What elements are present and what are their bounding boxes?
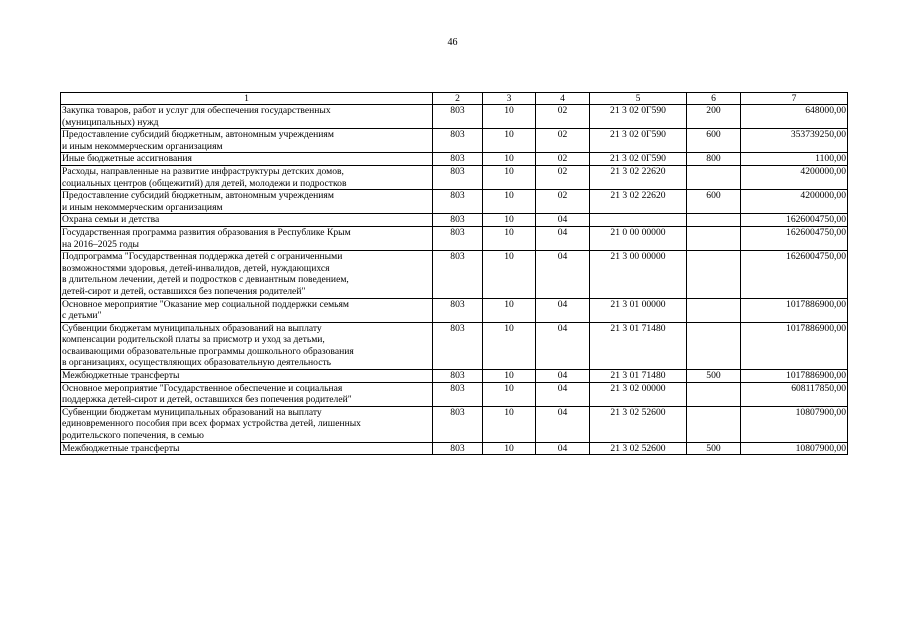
table-row <box>61 251 848 298</box>
amount-cell: 1626004750,00 <box>741 251 848 298</box>
ministry-code-cell: 803 <box>433 382 483 406</box>
ministry-code-cell: 803 <box>433 442 483 455</box>
target-article-code-cell: 21 3 01 00000 <box>590 298 687 322</box>
table-row <box>61 153 848 166</box>
target-article-code-cell <box>590 214 687 227</box>
amount-cell: 10807900,00 <box>741 406 848 442</box>
row-name-cell: Иные бюджетные ассигнования <box>61 153 433 166</box>
section-code-cell: 10 <box>483 165 536 189</box>
row-name-cell: Подпрограмма "Государственная поддержка детей с ограниченными возможностями здоровья, детей-инвалидов, детей, нуждающихся в длительном лечении, детей и подростков с девиантным поведением, детей-сирот и детей, оставшихся без попечения родителей" <box>61 251 433 298</box>
subsection-code-cell: 04 <box>536 322 590 369</box>
subsection-code-cell: 04 <box>536 214 590 227</box>
expense-type-code-cell: 500 <box>687 442 741 455</box>
target-article-code-cell: 21 3 01 71480 <box>590 370 687 383</box>
row-name-cell: Государственная программа развития образования в Республике Крым на 2016–2025 годы <box>61 226 433 250</box>
target-article-code-cell: 21 3 02 00000 <box>590 382 687 406</box>
table-row <box>61 214 848 227</box>
target-article-code-cell: 21 3 01 71480 <box>590 322 687 369</box>
row-name-cell: Субвенции бюджетам муниципальных образований на выплату единовременного пособия при всех формах устройства детей, лишенных родительского попечения, в семью <box>61 406 433 442</box>
table-header-row <box>61 93 848 105</box>
ministry-code-cell: 803 <box>433 214 483 227</box>
ministry-code-cell: 803 <box>433 226 483 250</box>
expense-type-code-cell: 500 <box>687 370 741 383</box>
amount-cell: 608117850,00 <box>741 382 848 406</box>
subsection-code-cell: 04 <box>536 382 590 406</box>
expense-type-code-cell <box>687 298 741 322</box>
target-article-code-cell: 21 3 00 00000 <box>590 251 687 298</box>
expense-type-code-cell <box>687 382 741 406</box>
expense-type-code-cell <box>687 165 741 189</box>
expense-type-code-cell: 600 <box>687 129 741 153</box>
ministry-code-cell: 803 <box>433 165 483 189</box>
table-row <box>61 322 848 369</box>
subsection-code-cell: 02 <box>536 190 590 214</box>
row-name-cell: Закупка товаров, работ и услуг для обеспечения государственных (муниципальных) нужд <box>61 105 433 129</box>
amount-cell: 10807900,00 <box>741 442 848 455</box>
page-number: 46 <box>447 37 458 48</box>
table-row <box>61 298 848 322</box>
amount-cell: 1017886900,00 <box>741 298 848 322</box>
amount-cell: 353739250,00 <box>741 129 848 153</box>
subsection-code-cell: 04 <box>536 406 590 442</box>
target-article-code-cell: 21 3 02 52600 <box>590 442 687 455</box>
table-row <box>61 105 848 129</box>
subsection-code-cell: 04 <box>536 226 590 250</box>
amount-cell: 1100,00 <box>741 153 848 166</box>
table-row <box>61 190 848 214</box>
subsection-code-cell: 02 <box>536 129 590 153</box>
section-code-cell: 10 <box>483 382 536 406</box>
expense-type-code-cell <box>687 226 741 250</box>
section-code-cell: 10 <box>483 298 536 322</box>
ministry-code-cell: 803 <box>433 190 483 214</box>
row-name-cell: Охрана семьи и детства <box>61 214 433 227</box>
subsection-code-cell: 04 <box>536 370 590 383</box>
section-code-cell: 10 <box>483 153 536 166</box>
expense-type-code-cell: 200 <box>687 105 741 129</box>
amount-cell: 4200000,00 <box>741 190 848 214</box>
subsection-code-cell: 04 <box>536 442 590 455</box>
ministry-code-cell: 803 <box>433 251 483 298</box>
section-code-cell: 10 <box>483 105 536 129</box>
ministry-code-cell: 803 <box>433 370 483 383</box>
budget-table <box>60 92 848 455</box>
column-header: 6 <box>687 93 741 105</box>
ministry-code-cell: 803 <box>433 153 483 166</box>
ministry-code-cell: 803 <box>433 322 483 369</box>
table-row <box>61 226 848 250</box>
column-header: 5 <box>590 93 687 105</box>
amount-cell: 1017886900,00 <box>741 322 848 369</box>
row-name-cell: Основное мероприятие "Оказание мер социальной поддержки семьям с детьми" <box>61 298 433 322</box>
row-name-cell: Субвенции бюджетам муниципальных образований на выплату компенсации родительской платы за присмотр и уход за детьми, осваивающими образовательные программы дошкольного образования в организациях, осуществляющих образовательную деятельность <box>61 322 433 369</box>
column-header: 3 <box>483 93 536 105</box>
column-header: 2 <box>433 93 483 105</box>
ministry-code-cell: 803 <box>433 129 483 153</box>
ministry-code-cell: 803 <box>433 406 483 442</box>
target-article-code-cell: 21 0 00 00000 <box>590 226 687 250</box>
expense-type-code-cell <box>687 251 741 298</box>
subsection-code-cell: 04 <box>536 298 590 322</box>
row-name-cell: Предоставление субсидий бюджетным, автономным учреждениям и иным некоммерческим организациям <box>61 129 433 153</box>
amount-cell: 648000,00 <box>741 105 848 129</box>
target-article-code-cell: 21 3 02 0Г590 <box>590 129 687 153</box>
table-row <box>61 370 848 383</box>
expense-type-code-cell: 800 <box>687 153 741 166</box>
table-row <box>61 129 848 153</box>
row-name-cell: Расходы, направленные на развитие инфраструктуры детских домов, социальных центров (общежитий) для детей, молодежи и подростков <box>61 165 433 189</box>
section-code-cell: 10 <box>483 129 536 153</box>
subsection-code-cell: 02 <box>536 105 590 129</box>
section-code-cell: 10 <box>483 322 536 369</box>
subsection-code-cell: 02 <box>536 153 590 166</box>
subsection-code-cell: 04 <box>536 251 590 298</box>
target-article-code-cell: 21 3 02 22620 <box>590 165 687 189</box>
expense-type-code-cell <box>687 214 741 227</box>
subsection-code-cell: 02 <box>536 165 590 189</box>
section-code-cell: 10 <box>483 190 536 214</box>
row-name-cell: Предоставление субсидий бюджетным, автономным учреждениям и иным некоммерческим организациям <box>61 190 433 214</box>
table-row <box>61 442 848 455</box>
target-article-code-cell: 21 3 02 0Г590 <box>590 105 687 129</box>
table-row <box>61 165 848 189</box>
table-row <box>61 406 848 442</box>
section-code-cell: 10 <box>483 442 536 455</box>
row-name-cell: Межбюджетные трансферты <box>61 442 433 455</box>
section-code-cell: 10 <box>483 406 536 442</box>
column-header: 1 <box>61 93 433 105</box>
expense-type-code-cell <box>687 406 741 442</box>
row-name-cell: Основное мероприятие "Государственное обеспечение и социальная поддержка детей-сирот и детей, оставшихся без попечения родителей" <box>61 382 433 406</box>
target-article-code-cell: 21 3 02 52600 <box>590 406 687 442</box>
column-header: 7 <box>741 93 848 105</box>
target-article-code-cell: 21 3 02 0Г590 <box>590 153 687 166</box>
target-article-code-cell: 21 3 02 22620 <box>590 190 687 214</box>
section-code-cell: 10 <box>483 214 536 227</box>
row-name-cell: Межбюджетные трансферты <box>61 370 433 383</box>
ministry-code-cell: 803 <box>433 105 483 129</box>
table-row <box>61 382 848 406</box>
ministry-code-cell: 803 <box>433 298 483 322</box>
amount-cell: 1626004750,00 <box>741 214 848 227</box>
amount-cell: 4200000,00 <box>741 165 848 189</box>
expense-type-code-cell <box>687 322 741 369</box>
column-header: 4 <box>536 93 590 105</box>
section-code-cell: 10 <box>483 370 536 383</box>
section-code-cell: 10 <box>483 226 536 250</box>
amount-cell: 1017886900,00 <box>741 370 848 383</box>
amount-cell: 1626004750,00 <box>741 226 848 250</box>
section-code-cell: 10 <box>483 251 536 298</box>
expense-type-code-cell: 600 <box>687 190 741 214</box>
